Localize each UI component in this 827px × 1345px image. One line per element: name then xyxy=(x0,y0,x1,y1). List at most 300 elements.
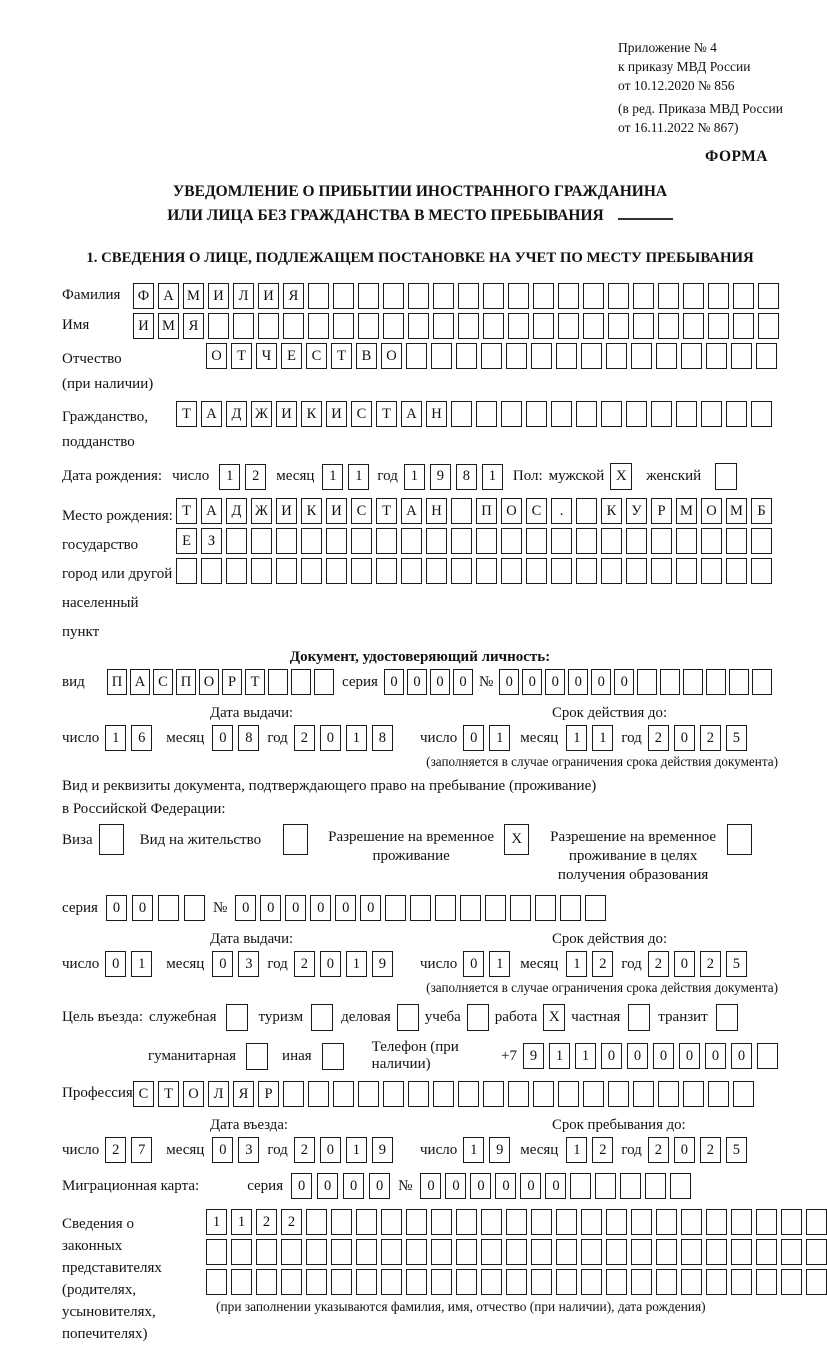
char-cell[interactable]: 3 xyxy=(238,1137,259,1163)
char-cell[interactable] xyxy=(576,498,597,524)
char-cell[interactable] xyxy=(701,401,722,427)
char-cell[interactable]: 0 xyxy=(545,669,565,695)
char-cell[interactable] xyxy=(551,558,572,584)
char-cell[interactable] xyxy=(733,313,754,339)
char-cell[interactable] xyxy=(729,669,749,695)
char-cell[interactable]: 1 xyxy=(346,725,367,751)
char-cell[interactable] xyxy=(383,1081,404,1107)
char-cell[interactable]: А xyxy=(401,498,422,524)
char-cell[interactable]: 0 xyxy=(545,1173,566,1199)
char-cell[interactable] xyxy=(637,669,657,695)
char-cell[interactable] xyxy=(601,558,622,584)
char-cell[interactable] xyxy=(206,1269,227,1295)
char-cell[interactable]: Т xyxy=(231,343,252,369)
char-cell[interactable]: 1 xyxy=(404,464,425,490)
char-cell[interactable]: 1 xyxy=(105,725,126,751)
char-cell[interactable] xyxy=(683,1081,704,1107)
char-cell[interactable]: Н xyxy=(426,498,447,524)
char-cell[interactable]: 0 xyxy=(106,895,127,921)
char-cell[interactable] xyxy=(595,1173,616,1199)
entry-day[interactable] xyxy=(105,1137,152,1163)
char-cell[interactable] xyxy=(481,1239,502,1265)
char-cell[interactable]: 0 xyxy=(674,1137,695,1163)
resdoc-number-input[interactable] xyxy=(235,895,606,921)
char-cell[interactable]: Т xyxy=(376,401,397,427)
firstname-input[interactable] xyxy=(133,313,779,339)
char-cell[interactable]: А xyxy=(158,283,179,309)
char-cell[interactable]: 1 xyxy=(489,725,510,751)
char-cell[interactable] xyxy=(206,1239,227,1265)
char-cell[interactable] xyxy=(281,1269,302,1295)
resdoc-series-input[interactable] xyxy=(106,895,205,921)
char-cell[interactable] xyxy=(681,1269,702,1295)
char-cell[interactable]: Р xyxy=(222,669,242,695)
char-cell[interactable] xyxy=(683,283,704,309)
char-cell[interactable]: М xyxy=(183,283,204,309)
char-cell[interactable] xyxy=(381,1209,402,1235)
char-cell[interactable] xyxy=(283,313,304,339)
char-cell[interactable]: 0 xyxy=(132,895,153,921)
char-cell[interactable]: Д xyxy=(226,401,247,427)
char-cell[interactable] xyxy=(581,1239,602,1265)
char-cell[interactable] xyxy=(501,401,522,427)
char-cell[interactable] xyxy=(531,1239,552,1265)
char-cell[interactable]: 1 xyxy=(489,951,510,977)
char-cell[interactable]: 0 xyxy=(285,895,306,921)
char-cell[interactable]: 0 xyxy=(463,951,484,977)
residence-permit-checkbox[interactable] xyxy=(283,824,308,855)
char-cell[interactable] xyxy=(426,528,447,554)
representatives-line1-input[interactable] xyxy=(206,1209,827,1235)
char-cell[interactable]: Т xyxy=(331,343,352,369)
char-cell[interactable] xyxy=(376,528,397,554)
char-cell[interactable] xyxy=(533,313,554,339)
char-cell[interactable]: П xyxy=(476,498,497,524)
char-cell[interactable]: 9 xyxy=(430,464,451,490)
char-cell[interactable] xyxy=(451,401,472,427)
char-cell[interactable]: О xyxy=(183,1081,204,1107)
char-cell[interactable] xyxy=(326,558,347,584)
char-cell[interactable] xyxy=(256,1239,277,1265)
doc-issue-year[interactable] xyxy=(294,725,393,751)
char-cell[interactable] xyxy=(620,1173,641,1199)
char-cell[interactable] xyxy=(176,558,197,584)
char-cell[interactable] xyxy=(606,1239,627,1265)
purpose-business-checkbox[interactable] xyxy=(226,1004,248,1031)
char-cell[interactable] xyxy=(483,313,504,339)
char-cell[interactable]: 0 xyxy=(470,1173,491,1199)
char-cell[interactable]: 2 xyxy=(592,1137,613,1163)
char-cell[interactable]: Д xyxy=(226,498,247,524)
char-cell[interactable] xyxy=(408,283,429,309)
char-cell[interactable]: Т xyxy=(245,669,265,695)
char-cell[interactable] xyxy=(433,313,454,339)
char-cell[interactable] xyxy=(576,558,597,584)
char-cell[interactable]: И xyxy=(276,401,297,427)
temp-residence-edu-checkbox[interactable] xyxy=(727,824,752,855)
char-cell[interactable]: 2 xyxy=(648,725,669,751)
char-cell[interactable] xyxy=(676,528,697,554)
char-cell[interactable] xyxy=(431,1209,452,1235)
char-cell[interactable] xyxy=(551,528,572,554)
char-cell[interactable] xyxy=(301,528,322,554)
char-cell[interactable]: 0 xyxy=(522,669,542,695)
char-cell[interactable] xyxy=(456,1269,477,1295)
char-cell[interactable]: 9 xyxy=(372,951,393,977)
char-cell[interactable]: 2 xyxy=(592,951,613,977)
char-cell[interactable]: И xyxy=(133,313,154,339)
char-cell[interactable] xyxy=(431,1269,452,1295)
char-cell[interactable] xyxy=(751,528,772,554)
doc-issue-month[interactable] xyxy=(212,725,259,751)
char-cell[interactable]: 1 xyxy=(482,464,503,490)
char-cell[interactable] xyxy=(458,1081,479,1107)
char-cell[interactable] xyxy=(606,343,627,369)
char-cell[interactable]: 0 xyxy=(369,1173,390,1199)
birthplace-line1-input[interactable] xyxy=(176,498,772,524)
char-cell[interactable] xyxy=(558,283,579,309)
profession-input[interactable] xyxy=(133,1081,754,1107)
char-cell[interactable] xyxy=(645,1173,666,1199)
char-cell[interactable]: Ж xyxy=(251,498,272,524)
char-cell[interactable]: Р xyxy=(651,498,672,524)
char-cell[interactable] xyxy=(706,1269,727,1295)
char-cell[interactable]: О xyxy=(199,669,219,695)
char-cell[interactable] xyxy=(651,401,672,427)
char-cell[interactable] xyxy=(406,1269,427,1295)
char-cell[interactable] xyxy=(706,343,727,369)
char-cell[interactable] xyxy=(358,313,379,339)
char-cell[interactable]: И xyxy=(326,498,347,524)
char-cell[interactable]: 0 xyxy=(291,1173,312,1199)
char-cell[interactable]: 2 xyxy=(294,951,315,977)
char-cell[interactable]: 0 xyxy=(499,669,519,695)
char-cell[interactable] xyxy=(706,1209,727,1235)
char-cell[interactable]: О xyxy=(701,498,722,524)
char-cell[interactable] xyxy=(435,895,456,921)
birth-year-input[interactable] xyxy=(404,464,503,490)
char-cell[interactable] xyxy=(501,528,522,554)
char-cell[interactable] xyxy=(806,1269,827,1295)
char-cell[interactable] xyxy=(226,528,247,554)
char-cell[interactable]: М xyxy=(676,498,697,524)
char-cell[interactable] xyxy=(508,313,529,339)
entry-year[interactable] xyxy=(294,1137,393,1163)
char-cell[interactable]: С xyxy=(133,1081,154,1107)
char-cell[interactable] xyxy=(306,1239,327,1265)
char-cell[interactable] xyxy=(356,1209,377,1235)
char-cell[interactable] xyxy=(481,343,502,369)
char-cell[interactable]: 0 xyxy=(360,895,381,921)
char-cell[interactable]: 1 xyxy=(346,951,367,977)
char-cell[interactable] xyxy=(708,1081,729,1107)
char-cell[interactable] xyxy=(583,1081,604,1107)
char-cell[interactable] xyxy=(506,1209,527,1235)
patronymic-input[interactable] xyxy=(206,343,777,369)
char-cell[interactable] xyxy=(558,1081,579,1107)
char-cell[interactable] xyxy=(268,669,288,695)
char-cell[interactable] xyxy=(756,1209,777,1235)
char-cell[interactable]: 1 xyxy=(575,1043,596,1069)
char-cell[interactable]: Л xyxy=(208,1081,229,1107)
char-cell[interactable]: Т xyxy=(176,401,197,427)
char-cell[interactable]: Е xyxy=(281,343,302,369)
char-cell[interactable] xyxy=(583,313,604,339)
mk-number-input[interactable] xyxy=(420,1173,691,1199)
char-cell[interactable]: 3 xyxy=(238,951,259,977)
char-cell[interactable] xyxy=(283,1081,304,1107)
char-cell[interactable] xyxy=(333,1081,354,1107)
char-cell[interactable] xyxy=(406,1209,427,1235)
char-cell[interactable] xyxy=(510,895,531,921)
char-cell[interactable] xyxy=(333,283,354,309)
char-cell[interactable] xyxy=(376,558,397,584)
char-cell[interactable] xyxy=(410,895,431,921)
char-cell[interactable] xyxy=(651,528,672,554)
resdoc-issue-day[interactable] xyxy=(105,951,152,977)
char-cell[interactable] xyxy=(556,1209,577,1235)
char-cell[interactable]: 0 xyxy=(384,669,404,695)
purpose-transit-checkbox[interactable] xyxy=(716,1004,738,1031)
gender-female-checkbox[interactable] xyxy=(715,463,737,490)
char-cell[interactable] xyxy=(606,1269,627,1295)
char-cell[interactable] xyxy=(601,401,622,427)
doc-number-input[interactable] xyxy=(499,669,772,695)
resdoc-issue-month[interactable] xyxy=(212,951,259,977)
char-cell[interactable] xyxy=(476,401,497,427)
char-cell[interactable]: 1 xyxy=(592,725,613,751)
char-cell[interactable] xyxy=(251,558,272,584)
birth-day-input[interactable] xyxy=(219,464,266,490)
resdoc-expiry-month[interactable] xyxy=(566,951,613,977)
char-cell[interactable]: 5 xyxy=(726,1137,747,1163)
char-cell[interactable] xyxy=(326,528,347,554)
char-cell[interactable]: М xyxy=(726,498,747,524)
char-cell[interactable] xyxy=(733,283,754,309)
char-cell[interactable]: Ф xyxy=(133,283,154,309)
char-cell[interactable]: 0 xyxy=(674,725,695,751)
char-cell[interactable] xyxy=(506,1269,527,1295)
char-cell[interactable]: 0 xyxy=(614,669,634,695)
char-cell[interactable] xyxy=(481,1269,502,1295)
phone-input[interactable] xyxy=(523,1043,778,1069)
char-cell[interactable]: П xyxy=(107,669,127,695)
char-cell[interactable] xyxy=(406,1239,427,1265)
char-cell[interactable] xyxy=(351,558,372,584)
citizenship-input[interactable] xyxy=(176,401,772,427)
char-cell[interactable]: 0 xyxy=(627,1043,648,1069)
char-cell[interactable] xyxy=(751,401,772,427)
char-cell[interactable]: 1 xyxy=(346,1137,367,1163)
char-cell[interactable]: С xyxy=(526,498,547,524)
char-cell[interactable]: 0 xyxy=(463,725,484,751)
char-cell[interactable] xyxy=(351,528,372,554)
char-cell[interactable] xyxy=(433,1081,454,1107)
char-cell[interactable] xyxy=(485,895,506,921)
char-cell[interactable] xyxy=(184,895,205,921)
char-cell[interactable] xyxy=(651,558,672,584)
purpose-private-checkbox[interactable] xyxy=(628,1004,650,1031)
char-cell[interactable] xyxy=(633,1081,654,1107)
char-cell[interactable] xyxy=(456,1209,477,1235)
char-cell[interactable] xyxy=(291,669,311,695)
char-cell[interactable] xyxy=(401,558,422,584)
char-cell[interactable]: К xyxy=(301,498,322,524)
char-cell[interactable] xyxy=(733,1081,754,1107)
char-cell[interactable] xyxy=(576,528,597,554)
char-cell[interactable]: 1 xyxy=(219,464,240,490)
char-cell[interactable] xyxy=(256,1269,277,1295)
char-cell[interactable] xyxy=(308,313,329,339)
char-cell[interactable] xyxy=(533,1081,554,1107)
char-cell[interactable]: К xyxy=(601,498,622,524)
char-cell[interactable] xyxy=(306,1269,327,1295)
char-cell[interactable] xyxy=(531,1209,552,1235)
char-cell[interactable] xyxy=(631,1269,652,1295)
char-cell[interactable] xyxy=(476,528,497,554)
char-cell[interactable]: М xyxy=(158,313,179,339)
char-cell[interactable] xyxy=(581,1209,602,1235)
char-cell[interactable]: 0 xyxy=(407,669,427,695)
char-cell[interactable] xyxy=(706,669,726,695)
char-cell[interactable]: 2 xyxy=(648,1137,669,1163)
char-cell[interactable] xyxy=(608,313,629,339)
char-cell[interactable] xyxy=(308,283,329,309)
char-cell[interactable] xyxy=(726,528,747,554)
char-cell[interactable]: Т xyxy=(176,498,197,524)
char-cell[interactable] xyxy=(483,1081,504,1107)
char-cell[interactable] xyxy=(656,1209,677,1235)
char-cell[interactable] xyxy=(757,1043,778,1069)
char-cell[interactable]: Т xyxy=(376,498,397,524)
purpose-study-checkbox[interactable] xyxy=(467,1004,489,1031)
char-cell[interactable]: Е xyxy=(176,528,197,554)
char-cell[interactable] xyxy=(451,498,472,524)
purpose-work-checkbox[interactable]: X xyxy=(543,1004,565,1031)
char-cell[interactable]: 2 xyxy=(700,951,721,977)
char-cell[interactable] xyxy=(314,669,334,695)
char-cell[interactable] xyxy=(756,1239,777,1265)
char-cell[interactable] xyxy=(426,558,447,584)
char-cell[interactable]: 0 xyxy=(320,1137,341,1163)
char-cell[interactable] xyxy=(781,1239,802,1265)
char-cell[interactable]: Т xyxy=(158,1081,179,1107)
char-cell[interactable]: 1 xyxy=(206,1209,227,1235)
purpose-tourism-checkbox[interactable] xyxy=(311,1004,333,1031)
char-cell[interactable] xyxy=(556,343,577,369)
char-cell[interactable]: 9 xyxy=(523,1043,544,1069)
char-cell[interactable] xyxy=(276,558,297,584)
purpose-commercial-checkbox[interactable] xyxy=(397,1004,419,1031)
char-cell[interactable]: 0 xyxy=(731,1043,752,1069)
char-cell[interactable] xyxy=(226,558,247,584)
char-cell[interactable] xyxy=(460,895,481,921)
char-cell[interactable]: В xyxy=(356,343,377,369)
char-cell[interactable] xyxy=(683,669,703,695)
char-cell[interactable]: 1 xyxy=(566,1137,587,1163)
visa-checkbox[interactable] xyxy=(99,824,124,855)
char-cell[interactable]: У xyxy=(626,498,647,524)
birthplace-line3-input[interactable] xyxy=(176,558,772,584)
char-cell[interactable] xyxy=(476,558,497,584)
char-cell[interactable] xyxy=(701,558,722,584)
char-cell[interactable]: 0 xyxy=(320,951,341,977)
char-cell[interactable]: 0 xyxy=(679,1043,700,1069)
char-cell[interactable] xyxy=(608,1081,629,1107)
char-cell[interactable]: 1 xyxy=(231,1209,252,1235)
char-cell[interactable]: Я xyxy=(233,1081,254,1107)
char-cell[interactable]: 2 xyxy=(245,464,266,490)
char-cell[interactable]: 0 xyxy=(453,669,473,695)
char-cell[interactable] xyxy=(606,1209,627,1235)
char-cell[interactable] xyxy=(383,313,404,339)
purpose-humanitarian-checkbox[interactable] xyxy=(246,1043,268,1070)
char-cell[interactable]: 0 xyxy=(653,1043,674,1069)
char-cell[interactable] xyxy=(758,283,779,309)
char-cell[interactable] xyxy=(806,1209,827,1235)
char-cell[interactable] xyxy=(385,895,406,921)
char-cell[interactable] xyxy=(726,401,747,427)
char-cell[interactable] xyxy=(681,1209,702,1235)
char-cell[interactable] xyxy=(656,1239,677,1265)
char-cell[interactable]: 0 xyxy=(212,1137,233,1163)
char-cell[interactable]: С xyxy=(153,669,173,695)
char-cell[interactable] xyxy=(731,1209,752,1235)
char-cell[interactable] xyxy=(531,343,552,369)
char-cell[interactable]: 0 xyxy=(568,669,588,695)
doc-expiry-day[interactable] xyxy=(463,725,510,751)
char-cell[interactable] xyxy=(381,1269,402,1295)
char-cell[interactable] xyxy=(408,313,429,339)
char-cell[interactable]: 0 xyxy=(705,1043,726,1069)
char-cell[interactable]: 2 xyxy=(105,1137,126,1163)
char-cell[interactable]: Р xyxy=(258,1081,279,1107)
char-cell[interactable] xyxy=(631,343,652,369)
char-cell[interactable] xyxy=(481,1209,502,1235)
char-cell[interactable]: 7 xyxy=(131,1137,152,1163)
char-cell[interactable]: 1 xyxy=(131,951,152,977)
char-cell[interactable] xyxy=(406,343,427,369)
char-cell[interactable] xyxy=(501,558,522,584)
char-cell[interactable] xyxy=(658,283,679,309)
char-cell[interactable] xyxy=(658,1081,679,1107)
char-cell[interactable] xyxy=(333,313,354,339)
char-cell[interactable] xyxy=(276,528,297,554)
char-cell[interactable] xyxy=(781,1209,802,1235)
char-cell[interactable]: Ч xyxy=(256,343,277,369)
char-cell[interactable]: 2 xyxy=(648,951,669,977)
char-cell[interactable] xyxy=(556,1239,577,1265)
char-cell[interactable]: 2 xyxy=(700,1137,721,1163)
char-cell[interactable] xyxy=(433,283,454,309)
char-cell[interactable] xyxy=(301,558,322,584)
doc-expiry-year[interactable] xyxy=(648,725,747,751)
char-cell[interactable] xyxy=(331,1269,352,1295)
char-cell[interactable]: 0 xyxy=(235,895,256,921)
char-cell[interactable] xyxy=(683,313,704,339)
surname-input[interactable] xyxy=(133,283,779,309)
char-cell[interactable]: 2 xyxy=(294,1137,315,1163)
char-cell[interactable]: А xyxy=(201,401,222,427)
char-cell[interactable]: 0 xyxy=(495,1173,516,1199)
char-cell[interactable] xyxy=(281,1239,302,1265)
char-cell[interactable]: 0 xyxy=(105,951,126,977)
char-cell[interactable] xyxy=(626,528,647,554)
char-cell[interactable] xyxy=(708,283,729,309)
char-cell[interactable] xyxy=(731,343,752,369)
char-cell[interactable]: П xyxy=(176,669,196,695)
char-cell[interactable] xyxy=(508,1081,529,1107)
